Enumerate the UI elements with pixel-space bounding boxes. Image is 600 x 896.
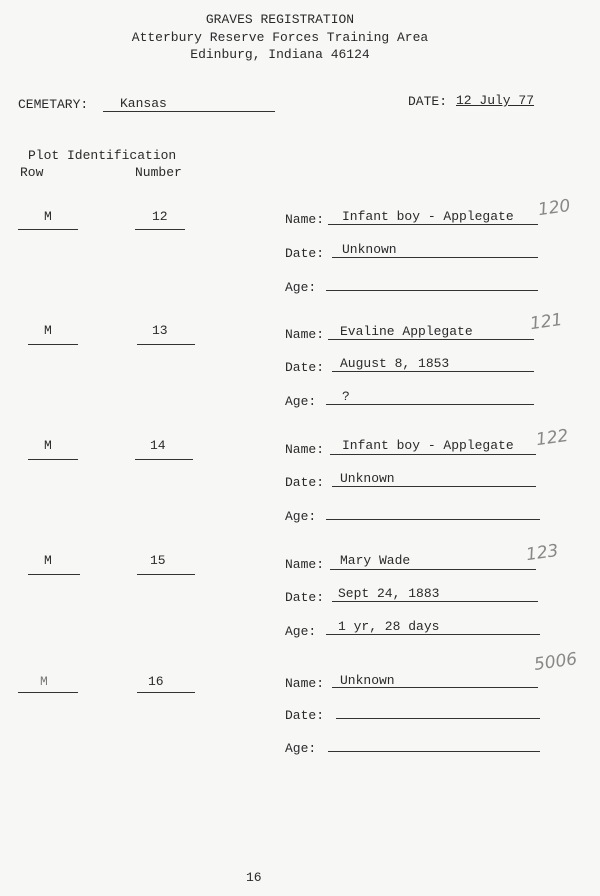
plot-heading: Plot Identification bbox=[28, 148, 177, 163]
entry-number: 14 bbox=[150, 438, 166, 453]
number-underline bbox=[135, 459, 193, 460]
entry-date: Unknown bbox=[340, 471, 395, 486]
header-location: Edinburg, Indiana 46124 bbox=[190, 47, 370, 62]
handwritten-note: 122 bbox=[534, 425, 570, 451]
date-underline bbox=[332, 486, 536, 487]
name-label: Name: bbox=[285, 212, 325, 227]
entry-row: M bbox=[44, 323, 52, 338]
age-underline bbox=[326, 404, 534, 405]
age-underline bbox=[326, 634, 540, 635]
row-underline bbox=[28, 574, 80, 575]
name-underline bbox=[332, 687, 538, 688]
age-underline bbox=[326, 290, 538, 291]
entry-date: August 8, 1853 bbox=[340, 356, 450, 371]
name-underline bbox=[328, 339, 534, 340]
entry-name: Infant boy - Applegate bbox=[342, 209, 514, 224]
name-label: Name: bbox=[285, 442, 325, 457]
entry-number: 13 bbox=[152, 323, 168, 338]
entry-date: Sept 24, 1883 bbox=[338, 586, 440, 601]
header-title: GRAVES REGISTRATION bbox=[205, 12, 355, 27]
age-label: Age: bbox=[285, 741, 317, 756]
handwritten-note: 120 bbox=[536, 195, 572, 221]
entry-age: ? bbox=[342, 389, 350, 404]
age-label: Age: bbox=[285, 624, 317, 639]
entry-row: M bbox=[44, 209, 52, 224]
date-field-label: Date: bbox=[285, 475, 325, 490]
age-label: Age: bbox=[285, 280, 317, 295]
cemetery-value: Kansas bbox=[120, 96, 167, 111]
header-organization: Atterbury Reserve Forces Training Area bbox=[131, 30, 429, 45]
date-value: 12 July 77 bbox=[456, 93, 535, 108]
entry-row: M bbox=[44, 438, 52, 453]
age-label: Age: bbox=[285, 509, 317, 524]
number-underline bbox=[137, 574, 195, 575]
age-underline bbox=[326, 519, 540, 520]
row-heading: Row bbox=[20, 165, 44, 180]
entry-number: 12 bbox=[152, 209, 168, 224]
age-label: Age: bbox=[285, 394, 317, 409]
number-heading: Number bbox=[135, 165, 182, 180]
name-label: Name: bbox=[285, 557, 325, 572]
date-label: DATE: bbox=[408, 94, 448, 109]
date-underline bbox=[336, 718, 540, 719]
date-underline bbox=[332, 601, 538, 602]
cemetery-label: CEMETARY: bbox=[18, 97, 89, 112]
entry-row: M bbox=[40, 674, 48, 689]
date-field-label: Date: bbox=[285, 360, 325, 375]
name-label: Name: bbox=[285, 327, 325, 342]
name-underline bbox=[328, 224, 538, 225]
row-underline bbox=[28, 344, 78, 345]
date-underline bbox=[332, 257, 538, 258]
number-underline bbox=[137, 344, 195, 345]
entry-number: 15 bbox=[150, 553, 166, 568]
name-underline bbox=[330, 569, 536, 570]
date-underline bbox=[332, 371, 534, 372]
date-field-label: Date: bbox=[285, 590, 325, 605]
date-field-label: Date: bbox=[285, 246, 325, 261]
name-underline bbox=[330, 454, 536, 455]
row-underline bbox=[28, 459, 78, 460]
date-field-label: Date: bbox=[285, 708, 325, 723]
entry-row: M bbox=[44, 553, 52, 568]
name-label: Name: bbox=[285, 676, 325, 691]
entry-age: 1 yr, 28 days bbox=[338, 619, 440, 634]
row-underline bbox=[18, 229, 78, 230]
entry-name: Unknown bbox=[340, 673, 395, 688]
page-number: 16 bbox=[246, 870, 262, 885]
entry-name: Infant boy - Applegate bbox=[342, 438, 514, 453]
number-underline bbox=[137, 692, 195, 693]
age-underline bbox=[328, 751, 540, 752]
entry-number: 16 bbox=[148, 674, 164, 689]
handwritten-note: 5006 bbox=[532, 649, 579, 675]
handwritten-note: 123 bbox=[524, 540, 560, 566]
entry-date: Unknown bbox=[342, 242, 397, 257]
entry-name: Evaline Applegate bbox=[340, 324, 473, 339]
number-underline bbox=[135, 229, 185, 230]
entry-name: Mary Wade bbox=[340, 553, 411, 568]
handwritten-note: 121 bbox=[528, 309, 564, 335]
row-underline bbox=[18, 692, 78, 693]
